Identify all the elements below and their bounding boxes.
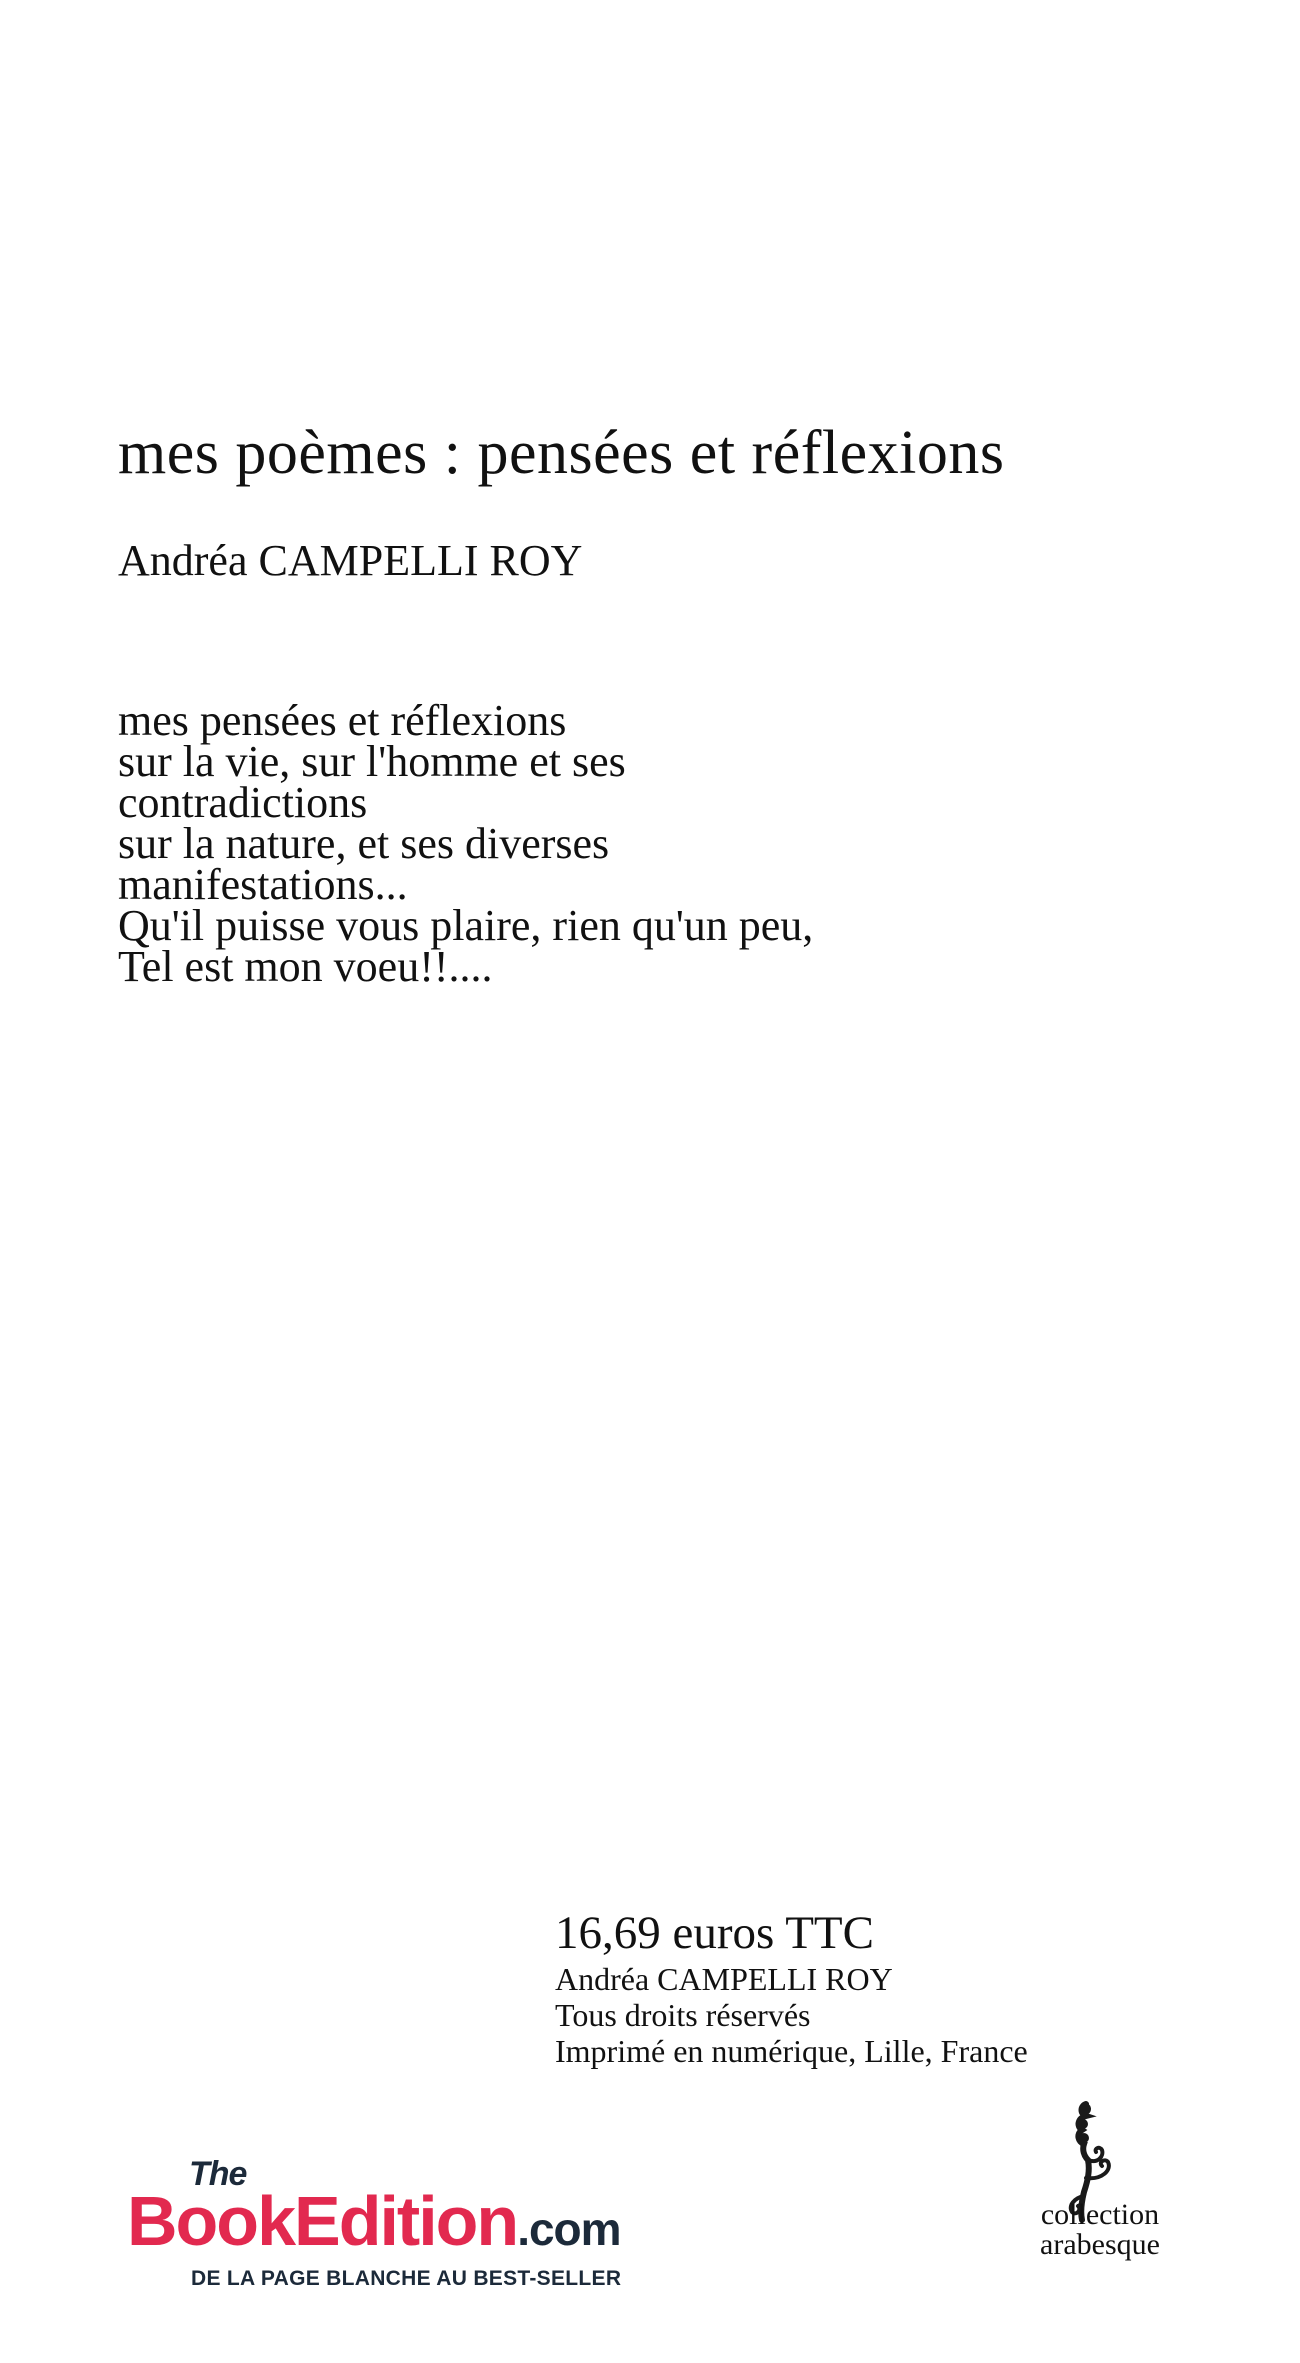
collection-label	[1020, 2200, 1180, 2260]
blurb-line: contradictions	[118, 778, 368, 827]
logo-tagline: DE LA PAGE BLANCHE AU BEST-SELLER	[191, 2267, 622, 2290]
blurb-line: manifestations...	[118, 860, 408, 909]
logo-wordmark	[127, 2183, 621, 2267]
blurb-line: Tel est mon voeu!!....	[118, 942, 493, 991]
print-notice: Imprimé en numérique, Lille, France	[555, 2033, 1028, 2069]
colophon	[555, 1905, 1205, 2069]
logo-brand-name: BookEdition	[127, 2182, 518, 2260]
book-title: mes poèmes : pensées et réflexions	[118, 419, 1005, 487]
blurb-line: mes pensées et réflexions	[118, 696, 567, 745]
publisher-logo	[127, 2155, 717, 2295]
logo-prefix: The	[189, 2155, 247, 2193]
blurb-line: Qu'il puisse vous plaire, rien qu'un peu,	[118, 901, 814, 950]
collection-label-line1: collection	[1040, 2198, 1160, 2231]
book-blurb	[118, 696, 998, 991]
blurb-line: sur la nature, et ses diverses	[118, 819, 610, 868]
book-author: Andréa CAMPELLI ROY	[118, 536, 583, 585]
price-label: 16,69 euros TTC	[555, 1907, 874, 1959]
rights-notice: Tous droits réservés	[555, 1997, 811, 2033]
blurb-line: sur la vie, sur l'homme et ses	[118, 737, 626, 786]
collection-label-line2: arabesque	[1040, 2228, 1160, 2261]
collection-mark	[1020, 2100, 1200, 2300]
logo-domain: .com	[517, 2203, 621, 2255]
colophon-author: Andréa CAMPELLI ROY	[555, 1961, 893, 1997]
